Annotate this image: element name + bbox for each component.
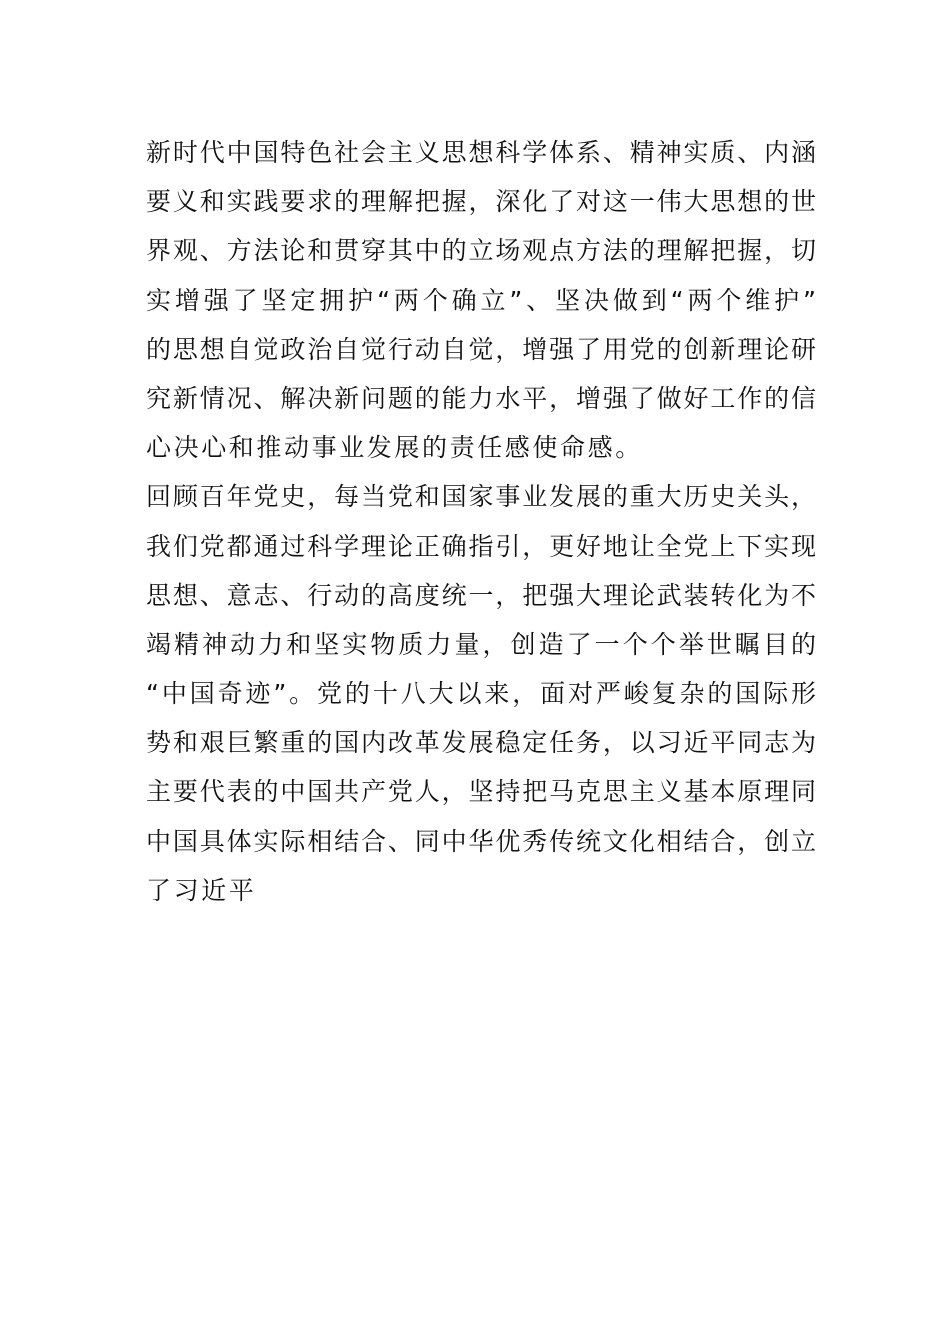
text-line: 界观、方法论和贯穿其中的立场观点方法的理解把握，切	[146, 236, 816, 266]
document-body	[146, 128, 816, 915]
text-line: 实增强了坚定拥护“两个确立”、坚决做到“两个维护”	[146, 285, 816, 315]
paragraph-2	[146, 472, 816, 915]
text-line: 心决心和推动事业发展的责任感使命感。	[146, 433, 643, 463]
text-line: 了习近平	[146, 875, 257, 905]
text-line: 竭精神动力和坚实物质力量，创造了一个个举世瞩目的	[146, 629, 816, 659]
text-line: 要义和实践要求的理解把握，深化了对这一伟大思想的世	[146, 187, 816, 217]
text-line: 我们党都通过科学理论正确指引，更好地让全党上下实现	[146, 531, 816, 561]
text-line: 新时代中国特色社会主义思想科学体系、精神实质、内涵	[146, 138, 816, 167]
paragraph-1	[146, 128, 816, 472]
text-line: 思想、意志、行动的高度统一，把强大理论武装转化为不	[146, 580, 816, 610]
text-line: 的思想自觉政治自觉行动自觉，增强了用党的创新理论研	[146, 334, 816, 364]
text-line: 主要代表的中国共产党人，坚持把马克思主义基本原理同	[146, 777, 816, 807]
text-line: 回顾百年党史，每当党和国家事业发展的重大历史关头，	[146, 482, 816, 512]
text-line: “中国奇迹”。党的十八大以来，面对严峻复杂的国际形	[146, 679, 816, 709]
text-line: 势和艰巨繁重的国内改革发展稳定任务，以习近平同志为	[146, 728, 816, 758]
text-line: 究新情况、解决新问题的能力水平，增强了做好工作的信	[146, 383, 816, 413]
text-line: 中国具体实际相结合、同中华优秀传统文化相结合，创立	[146, 826, 816, 856]
